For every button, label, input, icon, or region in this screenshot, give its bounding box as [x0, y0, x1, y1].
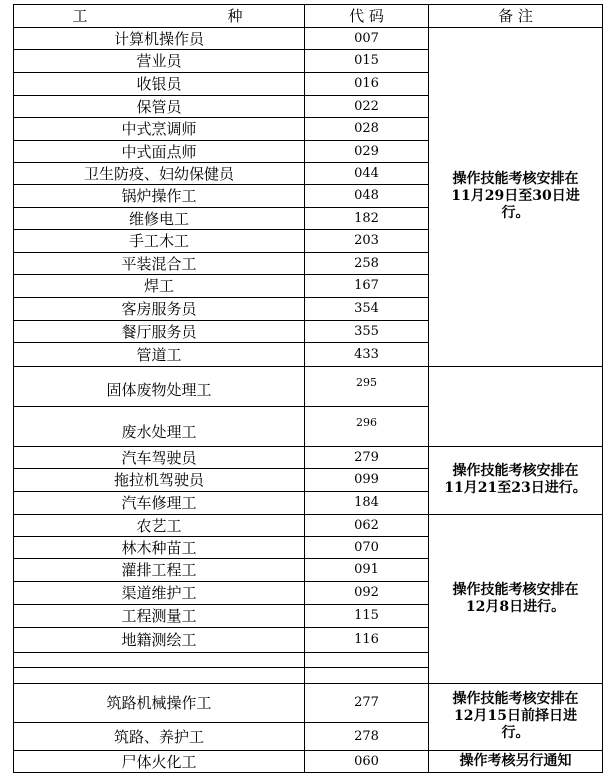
trade-name: 汽车修理工 — [121, 494, 197, 512]
trade-name: 锅炉操作工 — [121, 187, 197, 205]
trade-name: 工程测量工 — [121, 607, 197, 625]
header-note: 备 注 — [498, 7, 533, 25]
trade-name: 焊工 — [143, 277, 174, 295]
trade-code: 070 — [354, 539, 379, 555]
trade-name: 废水处理工 — [121, 423, 197, 441]
trade-code — [305, 667, 428, 683]
note-line: 12月15日前择日进 — [454, 708, 577, 724]
trade-name: 地籍测绘工 — [121, 631, 197, 649]
trade-code: 182 — [354, 210, 379, 226]
trade-name: 灌排工程工 — [121, 561, 197, 579]
trade-name: 管道工 — [136, 345, 182, 364]
trade-name: 林木种苗工 — [121, 538, 197, 557]
note-cell — [429, 446, 602, 514]
trade-code: 203 — [354, 233, 379, 248]
note-line: 行。 — [501, 725, 530, 741]
trade-code: 116 — [354, 632, 379, 647]
trade-name: 手工木工 — [128, 232, 189, 250]
trade-code: 048 — [354, 188, 379, 203]
trade-code: 277 — [354, 695, 379, 710]
trade-code: 115 — [354, 608, 379, 623]
trade-name: 餐厅服务员 — [121, 322, 197, 341]
note-line: 12月8日进行。 — [465, 598, 566, 615]
trade-name: 卫生防疫、妇幼保健员 — [83, 164, 234, 183]
trade-code: 060 — [354, 753, 379, 769]
trade-code: 044 — [354, 165, 379, 181]
trade-name — [14, 667, 304, 683]
trade-code: 091 — [354, 562, 379, 577]
trade-code: 258 — [354, 255, 379, 271]
trade-code: 278 — [354, 728, 379, 744]
trade-code: 007 — [354, 30, 379, 46]
trade-name: 客房服务员 — [121, 300, 197, 318]
trade-name: 农艺工 — [136, 516, 182, 535]
note-line: 操作考核另行通知 — [459, 752, 572, 769]
trade-code: 022 — [354, 98, 379, 114]
trade-name: 中式面点师 — [121, 142, 197, 161]
trade-code: 015 — [354, 53, 379, 68]
note-line: 操作技能考核安排在 — [452, 581, 579, 598]
trade-code: 029 — [354, 143, 379, 159]
trade-name: 固体废物处理工 — [106, 381, 212, 399]
note-line: 11月29日至30日进 — [451, 188, 580, 204]
trade-code: 062 — [354, 517, 379, 533]
trade-code: 167 — [354, 278, 379, 293]
trade-name: 汽车驾驶员 — [121, 448, 197, 467]
trade-name: 维修电工 — [128, 209, 189, 228]
trade-code: 184 — [354, 495, 379, 510]
trade-code: 433 — [354, 346, 379, 362]
note-cell — [429, 683, 602, 750]
note-line: 操作技能考核安排在 — [452, 463, 579, 479]
note-line: 11月21至23日进行。 — [444, 480, 587, 496]
table-border-right — [602, 4, 603, 773]
trade-name: 保管员 — [136, 97, 182, 116]
trade-code — [305, 652, 428, 667]
trade-name — [14, 652, 304, 667]
trade-name: 筑路、养护工 — [113, 727, 204, 746]
header-code: 代 码 — [349, 7, 384, 25]
header-trade-char-2: 种 — [227, 7, 243, 25]
trade-name: 筑路机械操作工 — [106, 694, 212, 712]
trade-name: 拖拉机驾驶员 — [113, 471, 204, 489]
trade-name: 渠道维护工 — [121, 584, 197, 602]
table-border-bottom — [13, 772, 603, 773]
trade-code: 295 — [356, 376, 377, 389]
trade-code: 016 — [354, 76, 379, 91]
trade-name: 计算机操作员 — [113, 29, 204, 48]
trade-code: 028 — [354, 121, 379, 136]
trade-code: 092 — [354, 585, 379, 600]
trade-code: 296 — [356, 416, 377, 429]
trade-code: 279 — [354, 449, 379, 465]
note-line: 行。 — [501, 205, 530, 221]
note-line: 操作技能考核安排在 — [452, 171, 579, 187]
note-cell — [429, 750, 602, 772]
trade-name: 平装混合工 — [121, 254, 197, 273]
trade-code: 099 — [354, 472, 379, 487]
trade-name: 收银员 — [136, 75, 182, 93]
trade-code: 354 — [354, 301, 379, 316]
trade-name: 营业员 — [136, 52, 182, 70]
trade-name: 尸体火化工 — [121, 752, 197, 771]
note-cell — [429, 514, 602, 683]
trade-name: 中式烹调师 — [121, 120, 197, 138]
header-trade-char-1: 工 — [72, 7, 88, 25]
note-line: 操作技能考核安排在 — [452, 691, 579, 707]
note-cell — [429, 27, 602, 366]
trade-code: 355 — [354, 323, 379, 339]
